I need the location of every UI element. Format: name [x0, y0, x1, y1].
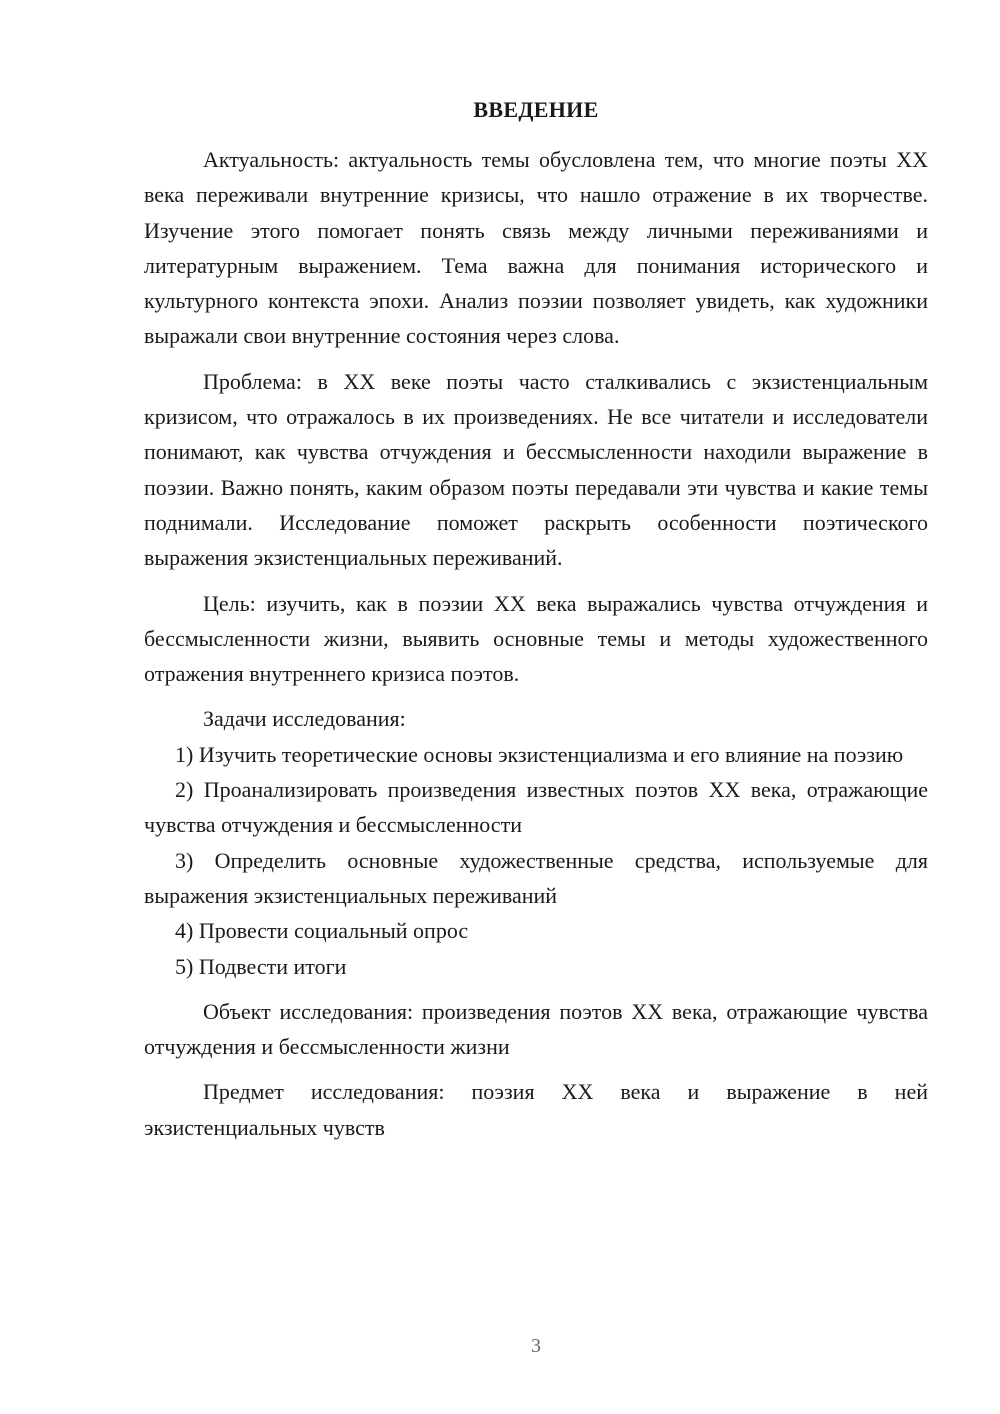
- task-item-2: 2) Проанализировать произведения известных поэтов XX века, отражающие чувства отчуждения и бессмысленности: [144, 777, 928, 838]
- goal-paragraph: Цель: изучить, как в поэзии XX века выражались чувства отчуждения и бессмысленности жизни, выявить основные темы и методы художественного отражения внутреннего кризиса поэтов.: [144, 590, 928, 687]
- task-item-4: 4) Провести социальный опрос: [175, 918, 469, 944]
- subject-paragraph: Предмет исследования: поэзия XX века и выражение в ней экзистенциальных чувств: [144, 1079, 928, 1140]
- document-body: [144, 142, 928, 1145]
- object-paragraph: Объект исследования: произведения поэтов XX века, отражающие чувства отчуждения и бессмысленности жизни: [144, 998, 928, 1060]
- page-number: 3: [531, 1335, 541, 1357]
- problem-paragraph: Проблема: в XX веке поэты часто сталкивались с экзистенциальным кризисом, что отражалось в их произведениях. Не все читатели и исследователи понимают, как чувства отчуждения и бессмысленности находили выражение в поэзии. Важно понять, каким образом поэты передавали эти чувства и какие темы поднимали. Исследование поможет раскрыть особенности поэтического выражения экзистенциальных переживаний.: [144, 368, 928, 571]
- relevance-paragraph: Актуальность: актуальность темы обусловлена тем, что многие поэты XX века переживали внутренние кризисы, что нашло отражение в их творчестве. Изучение этого помогает понять связь между личными переживаниями и литературным выражением. Тема важна для понимания исторического и культурного контекста эпохи. Анализ поэзии позволяет увидеть, как художники выражали свои внутренние состояния через слова.: [144, 147, 928, 349]
- task-item-5: 5) Подвести итоги: [175, 953, 347, 979]
- tasks-heading: Задачи исследования:: [203, 706, 406, 732]
- page-title: ВВЕДЕНИЕ: [473, 97, 599, 122]
- task-item-3: 3) Определить основные художественные средства, используемые для выражения экзистенциальных переживаний: [144, 847, 928, 908]
- task-item-1: 1) Изучить теоретические основы экзистенциализма и его влияние на поэзию: [175, 741, 904, 767]
